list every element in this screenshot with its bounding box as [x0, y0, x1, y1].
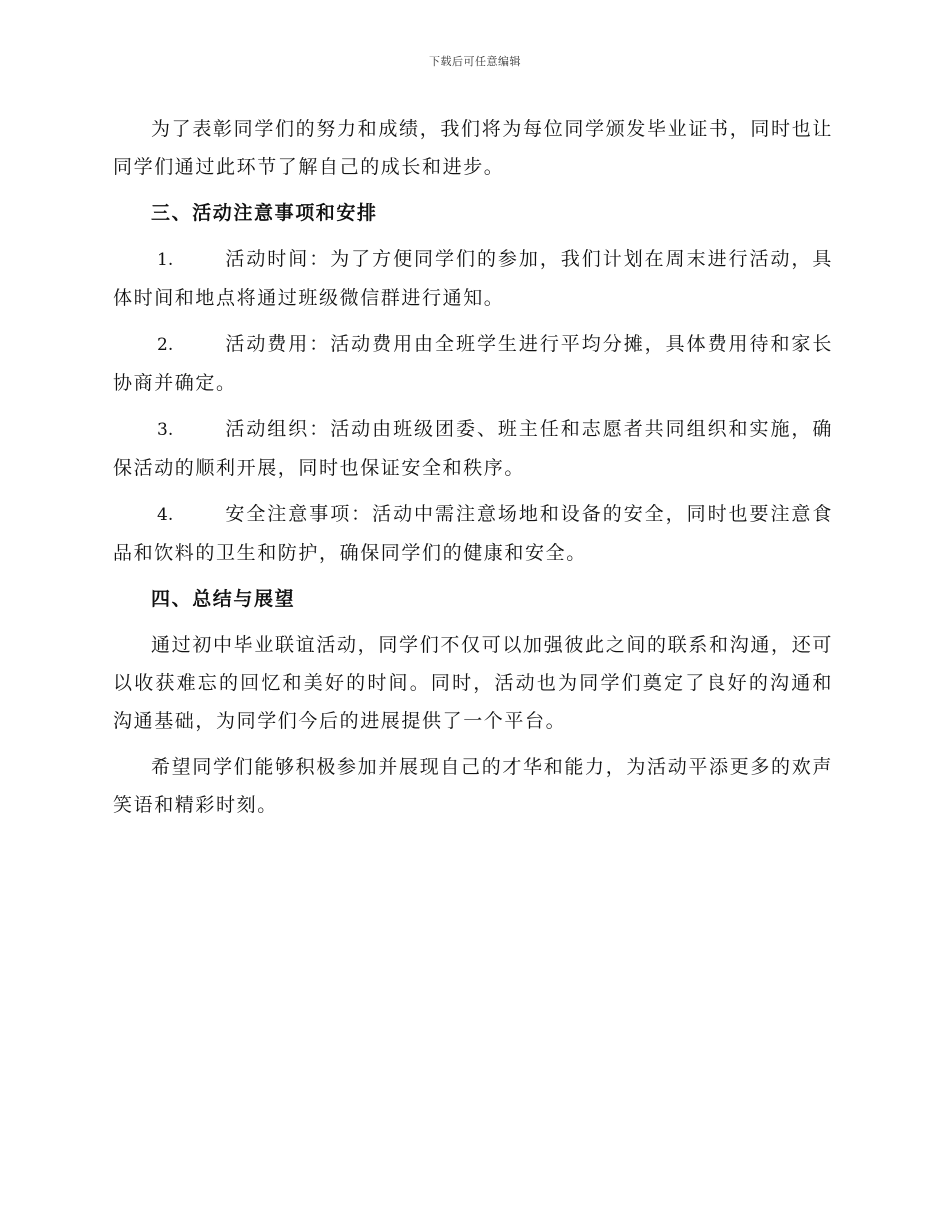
list-item [113, 495, 833, 572]
paragraph-hope: 希望同学们能够积极参加并展现自己的才华和能力，为活动平添更多的欢声笑语和精彩时刻。 [113, 756, 833, 816]
list-item [113, 325, 833, 402]
document-body [113, 110, 833, 832]
page-header: 下载后可任意编辑 [429, 55, 521, 68]
list-item-text: 安全注意事项：活动中需注意场地和设备的安全，同时也要注意食品和饮料的卫生和防护，确保同学们的健康和安全。 [113, 503, 833, 564]
section-heading-arrangements: 三、活动注意事项和安排 [151, 202, 378, 224]
list-item [113, 240, 833, 317]
section-heading-summary: 四、总结与展望 [151, 588, 296, 610]
list-item-text: 活动组织：活动由班级团委、班主任和志愿者共同组织和实施，确保活动的顺利开展，同时也保证安全和秩序。 [113, 418, 833, 479]
paragraph-certificates: 为了表彰同学们的努力和成绩，我们将为每位同学颁发毕业证书，同时也让同学们通过此环节了解自己的成长和进步。 [113, 118, 833, 178]
list-item-text: 活动费用：活动费用由全班学生进行平均分摊，具体费用待和家长协商并确定。 [113, 333, 833, 394]
list-item-number: 1. [157, 250, 174, 270]
list-item-number: 4. [157, 505, 174, 525]
list-item-text: 活动时间：为了方便同学们的参加，我们计划在周末进行活动，具体时间和地点将通过班级微信群进行通知。 [113, 248, 833, 309]
list-item-number: 3. [157, 420, 174, 440]
paragraph-summary: 通过初中毕业联谊活动，同学们不仅可以加强彼此之间的联系和沟通，还可以收获难忘的回忆和美好的时间。同时，活动也为同学们奠定了良好的沟通和沟通基础，为同学们今后的进展提供了一个平台。 [113, 634, 833, 732]
list-item-number: 2. [157, 335, 174, 355]
list-item [113, 410, 833, 487]
